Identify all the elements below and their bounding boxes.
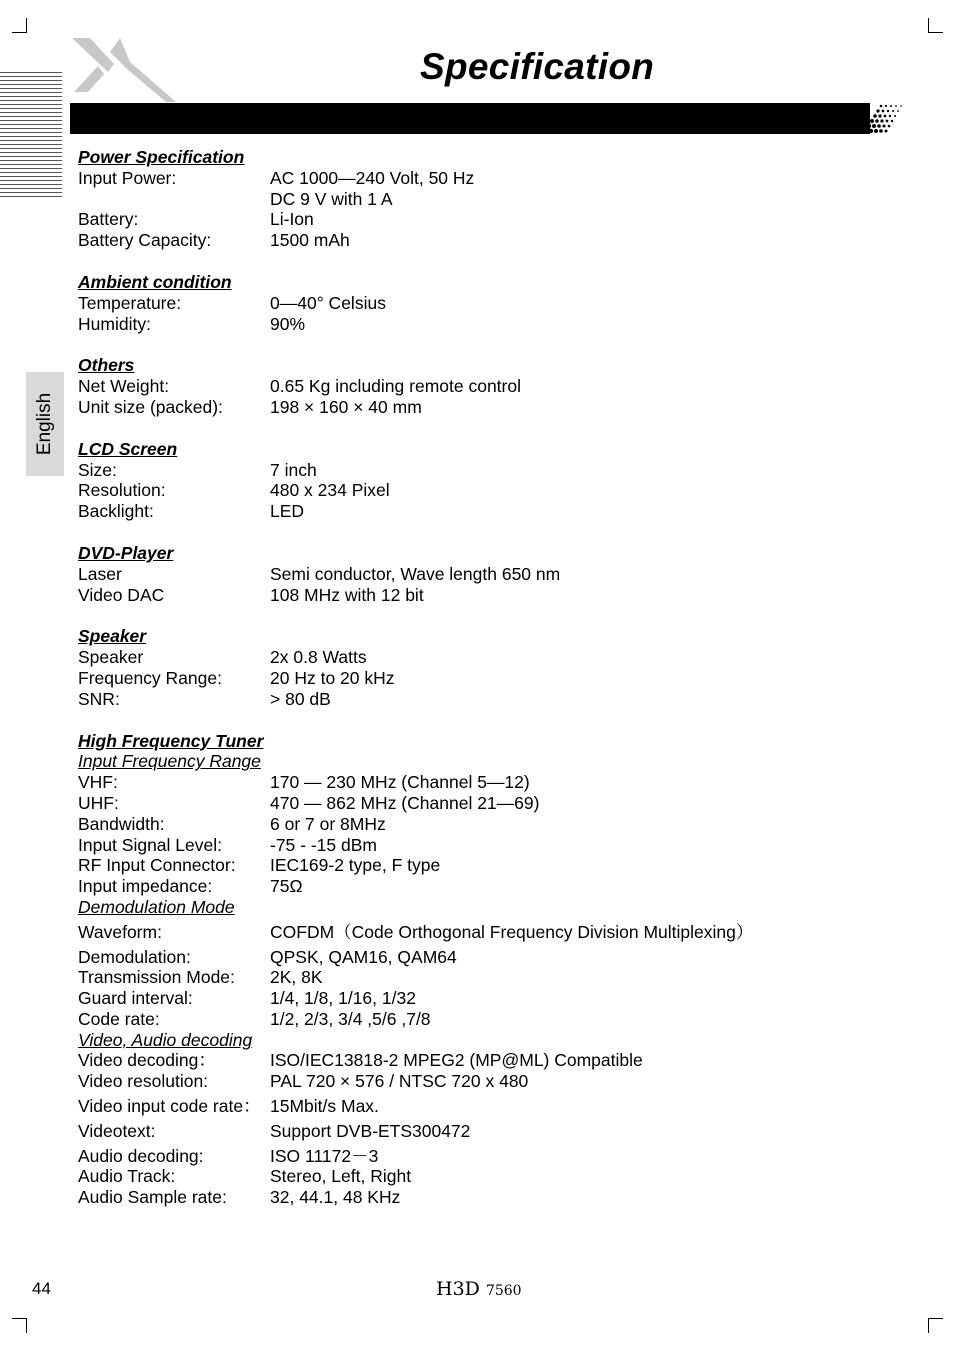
model-prefix: H [436,1278,453,1300]
decorative-stripes [0,72,62,200]
spec-label: Battery Capacity: [78,230,212,251]
spec-row [78,314,918,335]
spec-label: Guard interval: [78,988,193,1009]
spec-row [78,293,918,314]
crop-mark-top-right [928,18,943,33]
spec-value: Semi conductor, Wave length 650 nm [270,563,561,584]
spec-row [78,1009,918,1030]
spec-row [78,1096,918,1117]
spec-row [78,947,918,968]
spec-row [78,1187,918,1208]
spec-value: ISO 11172－3 [270,1145,379,1166]
model-suffix: D [464,1278,480,1300]
spec-value: 1500 mAh [270,230,350,251]
spec-label: Videotext: [78,1120,156,1141]
spec-row [78,480,918,501]
spec-row [78,689,918,710]
subsection-title-video-audio: Video, Audio decoding [78,1029,253,1050]
language-label: English [34,392,55,456]
brand-logo-icon [66,34,176,106]
spec-row [78,814,918,835]
spec-row [78,967,918,988]
spec-value: 470 — 862 MHz (Channel 21—69) [270,792,540,813]
spec-label: Battery: [78,209,139,230]
spec-value: Li-Ion [270,209,314,230]
spec-label: Video resolution: [78,1071,209,1092]
spec-section [78,355,918,417]
spec-value: 198 × 160 × 40 mm [270,396,422,417]
spec-label: Video decoding： [78,1050,216,1071]
spec-row [78,460,918,481]
page-title: Specification [420,46,655,87]
spec-label [78,189,270,210]
spec-value: 1/4, 1/8, 1/16, 1/32 [270,988,416,1009]
spec-row [78,209,918,230]
spec-label: Backlight: [78,501,154,522]
spec-value: COFDM（Code Orthogonal Frequency Division Multiplexing） [270,921,754,942]
spec-value: AC 1000—240 Volt, 50 Hz [270,167,475,188]
spec-row [78,230,918,251]
spec-row [78,647,918,668]
spec-row [78,168,918,189]
spec-value: 108 MHz with 12 bit [270,584,424,605]
spec-value: QPSK, QAM16, QAM64 [270,946,457,967]
spec-label: RF Input Connector: [78,855,236,876]
spec-label: Waveform: [78,921,162,942]
spec-section [78,439,918,522]
section-title-speaker: Speaker [78,626,147,647]
spec-row [78,1121,918,1142]
crop-mark-top-left [12,18,27,33]
spec-value: PAL 720 × 576 / NTSC 720 x 480 [270,1071,529,1092]
spec-label: Audio Sample rate: [78,1187,227,1208]
spec-value: Stereo, Left, Right [270,1166,412,1187]
spec-label: Transmission Mode: [78,967,235,988]
spec-label: VHF: [78,772,118,793]
section-title-tuner: High Frequency Tuner [78,730,264,751]
spec-row [78,793,918,814]
spec-row [78,772,918,793]
spec-label: Input Signal Level: [78,834,222,855]
spec-label: SNR: [78,688,120,709]
spec-value: 0—40° Celsius [270,292,386,313]
spec-label: Input impedance: [78,876,213,897]
spec-label: Video input code rate： [78,1096,261,1117]
spec-value: 75Ω [270,876,303,897]
spec-section [78,626,918,709]
section-title-lcd: LCD Screen [78,438,178,459]
spec-value: 2x 0.8 Watts [270,647,367,668]
spec-value: ISO/IEC13818-2 MPEG2 (MP@ML) Compatible [270,1050,643,1071]
spec-row [78,876,918,897]
spec-label: Net Weight: [78,376,170,397]
spec-value: 1/2, 2/3, 3/4 ,5/6 ,7/8 [270,1008,431,1029]
spec-label: Bandwidth: [78,813,165,834]
spec-section [78,147,918,251]
spec-value: IEC169-2 type, F type [270,855,441,876]
spec-value: 480 x 234 Pixel [270,480,390,501]
spec-label: Frequency Range: [78,667,222,688]
crop-mark-bottom-right [928,1318,943,1333]
spec-value: 6 or 7 or 8MHz [270,813,386,834]
spec-value: 20 Hz to 20 kHz [270,667,395,688]
spec-row [78,668,918,689]
spec-label: Video DAC [78,584,165,605]
section-title-dvd: DVD-Player [78,542,174,563]
spec-section [78,272,918,334]
spec-label: Input Power: [78,167,177,188]
spec-row [78,1166,918,1187]
model-name [436,1278,522,1300]
section-title-power: Power Specification [78,147,245,167]
header-band [70,103,870,134]
spec-value: LED [270,501,305,522]
spec-row [78,855,918,876]
model-number: 7560 [485,1283,522,1299]
spec-label: Code rate: [78,1008,160,1029]
subsection-title-input-frequency: Input Frequency Range [78,751,261,772]
section-title-others: Others [78,355,135,376]
spec-row [78,1146,918,1167]
spec-section [78,543,918,605]
spec-label: Resolution: [78,480,166,501]
spec-section-tuner [78,731,918,1209]
spec-row [78,835,918,856]
spec-value: DC 9 V with 1 A [270,188,393,209]
spec-row [78,189,918,210]
spec-label: Speaker [78,647,144,668]
spec-label: Demodulation: [78,946,191,967]
spec-label: Audio decoding: [78,1145,204,1166]
spec-row [78,501,918,522]
header-dot-pattern [862,101,904,135]
spec-label: Size: [78,459,117,480]
spec-value: 15Mbit/s Max. [270,1096,379,1117]
spec-value: Support DVB-ETS300472 [270,1120,471,1141]
spec-label: Unit size (packed): [78,396,223,417]
spec-label: UHF: [78,792,119,813]
spec-value: -75 - -15 dBm [270,834,377,855]
spec-row [78,564,918,585]
spec-content [78,147,918,1208]
page-number: 44 [32,1279,51,1298]
spec-row [78,585,918,606]
spec-row [78,1050,918,1071]
spec-value: > 80 dB [270,688,331,709]
spec-row [78,922,918,943]
spec-row [78,397,918,418]
subsection-title-demodulation: Demodulation Mode [78,896,235,917]
spec-value: 90% [270,313,306,334]
spec-label: Audio Track: [78,1166,176,1187]
spec-row [78,988,918,1009]
model-mid: 3 [452,1278,465,1300]
section-title-ambient: Ambient condition [78,271,232,292]
spec-value: 32, 44.1, 48 KHz [270,1187,401,1208]
spec-value: 2K, 8K [270,967,323,988]
crop-mark-bottom-left [12,1318,27,1333]
spec-row [78,1071,918,1092]
spec-value: 0.65 Kg including remote control [270,376,521,397]
spec-label: Temperature: [78,292,182,313]
spec-value: 7 inch [270,459,317,480]
spec-value: 170 — 230 MHz (Channel 5—12) [270,772,530,793]
spec-label: Laser [78,563,122,584]
spec-label: Humidity: [78,313,151,334]
spec-row [78,376,918,397]
